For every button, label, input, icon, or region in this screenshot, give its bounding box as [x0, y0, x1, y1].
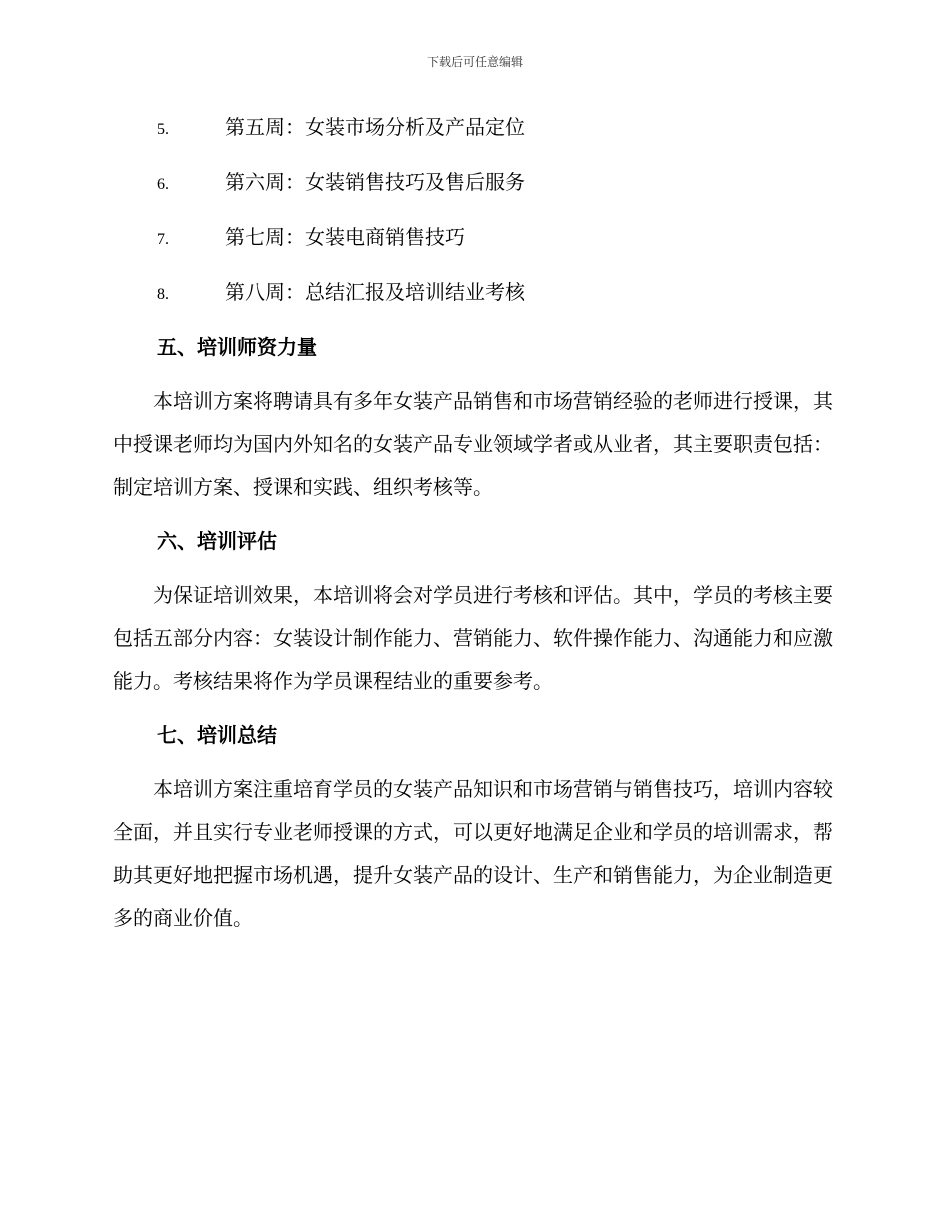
list-text: 第八周：总结汇报及培训结业考核 [225, 280, 525, 304]
list-number: 5. [157, 121, 169, 138]
section-body-5: 本培训方案将聘请具有多年女装产品销售和市场营销经验的老师进行授课，其中授课老师均为国内外知名的女装产品专业领域学者或从业者，其主要职责包括：制定培训方案、授课和实践、组织考核等。 [113, 389, 833, 499]
list-number: 8. [157, 286, 169, 303]
week-item-5 [157, 112, 525, 142]
week-item-6 [157, 167, 525, 197]
section-heading-6: 六、培训评估 [157, 529, 277, 553]
week-item-7 [157, 222, 465, 252]
list-number: 7. [157, 231, 169, 248]
list-text: 第六周：女装销售技巧及售后服务 [225, 170, 525, 194]
section-heading-5: 五、培训师资力量 [157, 335, 317, 359]
section-heading-7: 七、培训总结 [157, 723, 277, 747]
page-header: 下载后可任意编辑 [426, 55, 523, 69]
section-body-7: 本培训方案注重培育学员的女装产品知识和市场营销与销售技巧，培训内容较全面，并且实行专业老师授课的方式，可以更好地满足企业和学员的培训需求，帮助其更好地把握市场机遇，提升女装产品的设计、生产和销售能力，为企业制造更多的商业价值。 [113, 777, 833, 930]
section-body-6: 为保证培训效果，本培训将会对学员进行考核和评估。其中，学员的考核主要包括五部分内容：女装设计制作能力、营销能力、软件操作能力、沟通能力和应激能力。考核结果将作为学员课程结业的重要参考。 [113, 583, 833, 693]
list-text: 第七周：女装电商销售技巧 [225, 225, 465, 249]
list-text: 第五周：女装市场分析及产品定位 [225, 115, 525, 139]
list-number: 6. [157, 176, 169, 193]
week-item-8 [157, 277, 525, 307]
